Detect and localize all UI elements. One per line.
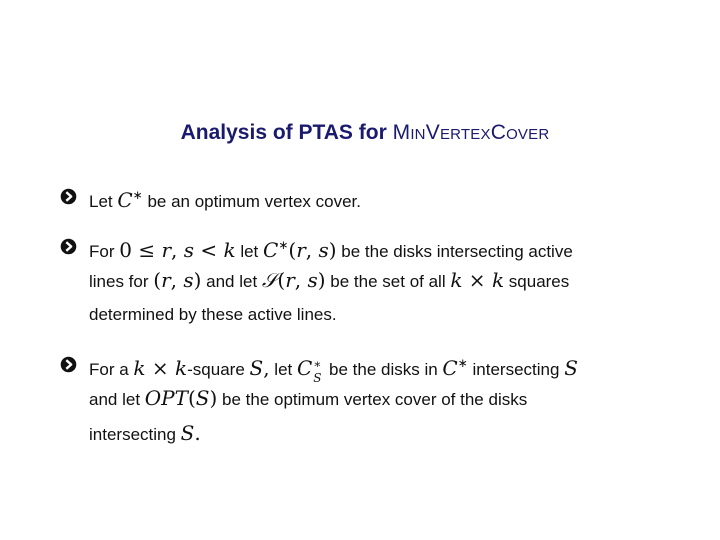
text-run: lines for [89,272,154,291]
title-part-3: COVER [490,121,550,144]
math-symbol: C [296,356,313,380]
math-operator: , [171,238,184,262]
math-symbol: k [450,268,463,292]
math-operator: , [294,268,308,292]
text-run: determined by these active lines. [89,305,337,324]
math-operator: ) [209,386,218,410]
bullet-line [89,183,361,214]
chevron-circle-icon [60,188,77,205]
math-subscript: S [313,371,322,385]
text-run: be the disks intersecting active [336,242,573,261]
chevron-circle-icon [60,238,77,255]
math-symbol: k [175,356,188,380]
text-run: be the optimum vertex cover of the disks [217,390,528,409]
text-run: be the set of all [325,272,451,291]
math-symbol: C [117,188,133,212]
text-run: let [269,360,297,379]
title-problem-name [393,121,550,144]
math-superscript: ∗ [278,238,289,252]
text-run: let [235,242,263,261]
text-run: be an optimum vertex cover. [142,192,362,211]
math-operator: × [462,268,492,292]
math-symbol: r [161,268,171,292]
math-operator: < [193,238,224,262]
text-run: For [89,242,120,261]
bullet-line [89,233,573,264]
bullet-line [89,421,201,447]
text-run: intersecting [467,360,565,379]
text-run: -square [187,360,250,379]
math-symbol: r [161,238,171,262]
chevron-circle-icon [60,356,77,373]
math-symbol: C [442,356,458,380]
math-operator: ) [328,238,337,262]
math-symbol: S [249,356,264,380]
math-symbol: s [183,268,194,292]
math-operator: , [263,356,270,380]
slide-title [0,121,720,145]
text-run: For a [89,360,134,379]
math-operator: ( [277,268,286,292]
math-operator: × [145,356,176,380]
math-symbol: S [180,421,195,445]
math-supsub [312,357,324,385]
math-operator: . [194,421,201,445]
math-symbol: k [133,356,146,380]
math-superscript: ∗ [313,357,322,371]
text-run: squares [504,272,570,291]
bullet-line [89,386,527,412]
math-symbol: r [296,238,306,262]
math-symbol: S [195,386,210,410]
math-superscript: ∗ [132,188,143,202]
bullet-line [89,351,578,385]
math-superscript: ∗ [457,356,468,370]
math-symbol: s [318,238,329,262]
bullet-line [89,268,569,294]
math-operator: ( [187,386,196,410]
text-run: intersecting [89,425,181,444]
math-symbol: OPT [144,386,188,410]
math-operator: 0 ≤ [119,238,162,262]
math-symbol: S [564,356,578,380]
math-symbol: k [491,268,505,292]
title-part-1: MIN [392,121,426,144]
text-run: and let [89,390,145,409]
text-run: and let [201,272,262,291]
math-symbol: k [223,238,236,262]
title-part-2: VERTEX [425,121,491,144]
math-operator: , [170,268,184,292]
math-symbol: C [263,238,279,262]
math-operator: ) [317,268,326,292]
text-run: be the disks in [324,360,443,379]
math-operator: , [305,238,319,262]
math-operator: ( [288,238,297,262]
math-symbol: 𝒮 [261,268,278,292]
math-symbol: r [285,268,295,292]
math-operator: ) [193,268,202,292]
math-symbol: s [183,238,194,262]
math-symbol: s [307,268,318,292]
title-prefix: Analysis of PTAS for [180,121,393,144]
math-operator: ( [153,268,162,292]
text-run: Let [89,192,118,211]
bullet-line [89,303,337,327]
